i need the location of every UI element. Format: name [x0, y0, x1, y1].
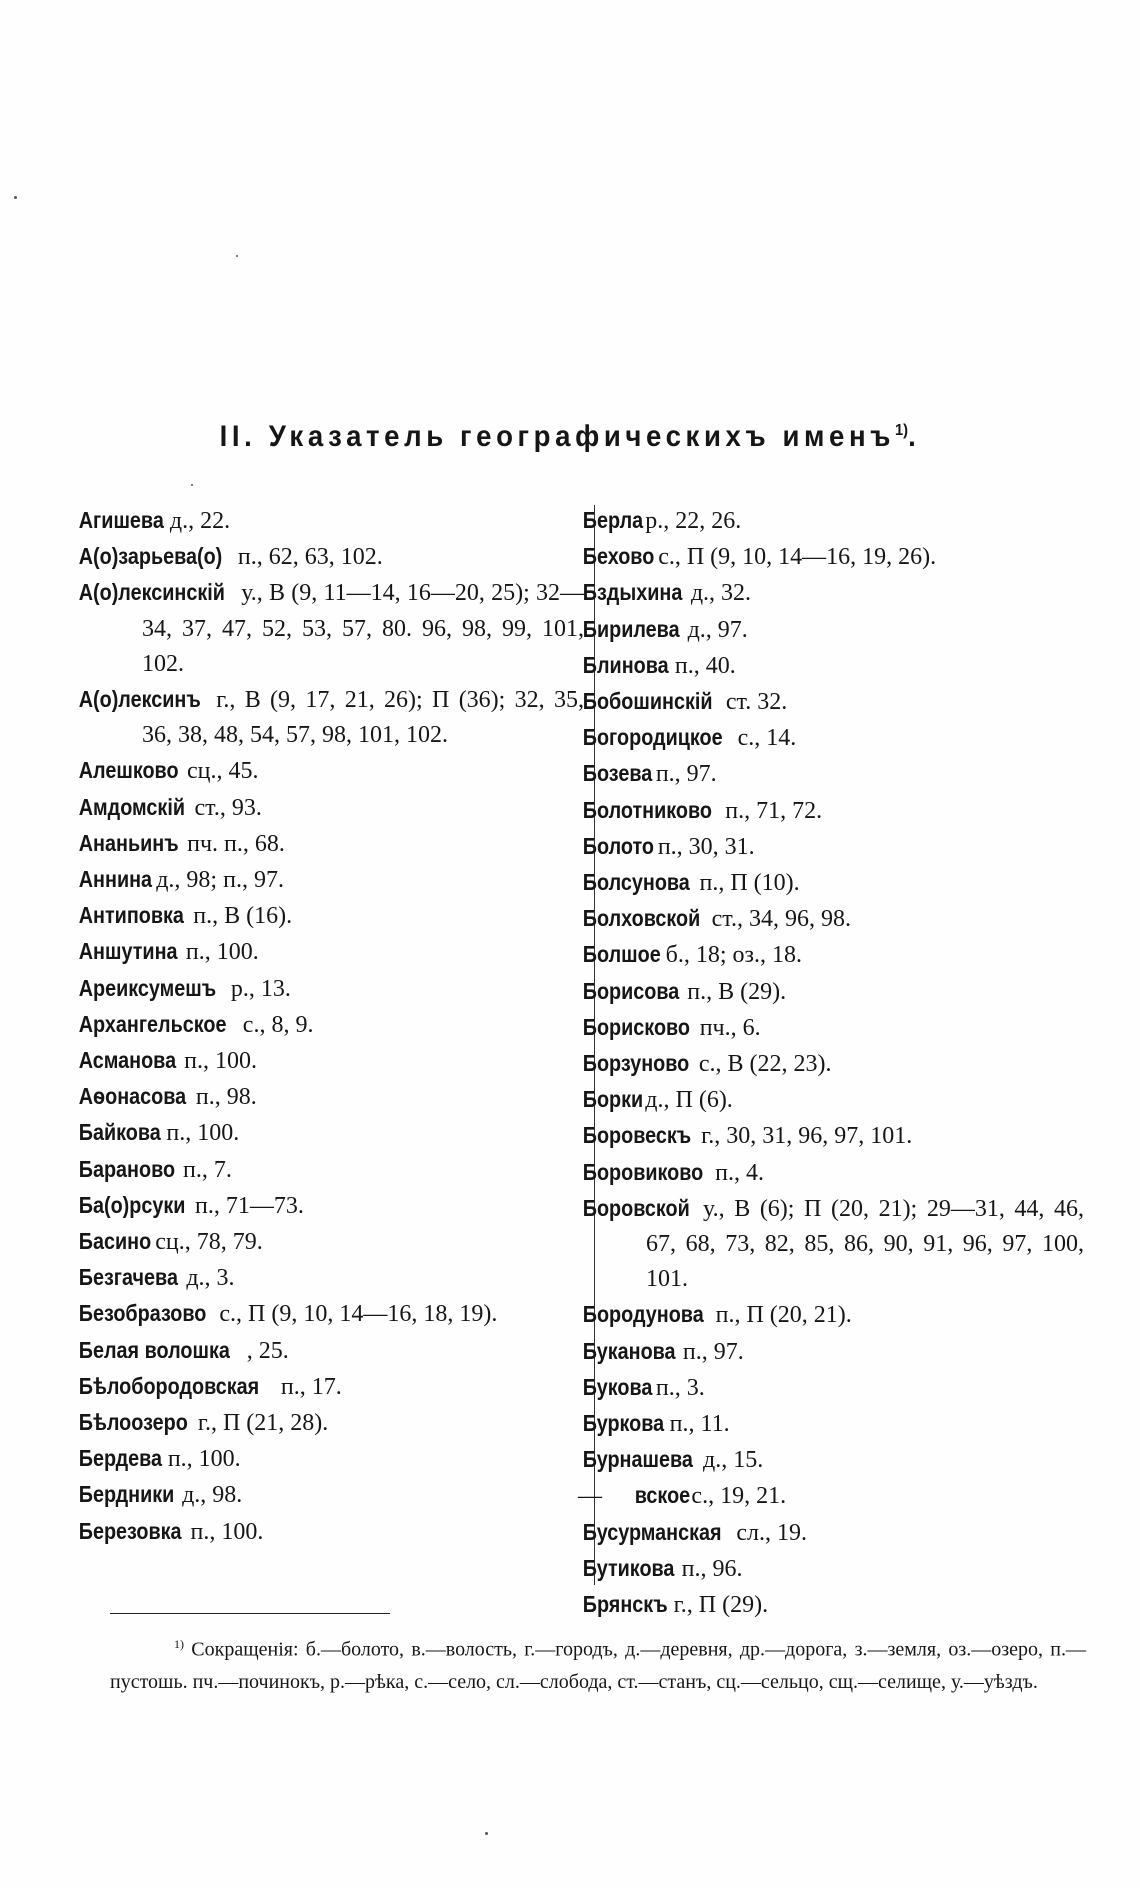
entry-references: с., П (9, 10, 14—16, 19, 26). [658, 544, 937, 571]
entry-place-name: вское [634, 1482, 691, 1509]
entry-references: д., 3. [186, 1265, 235, 1292]
entry-references: д., 98; п., 97. [156, 867, 284, 894]
entry-references: д., 98. [182, 1482, 243, 1509]
entry-references: п., 40. [674, 652, 736, 679]
entry-references: с., В (22, 23). [698, 1051, 832, 1078]
index-entry [582, 1587, 1084, 1623]
entry-place-name: Болотниково [582, 796, 712, 823]
entry-references: р., 13. [230, 975, 291, 1002]
footnote-marker: 1) [174, 1637, 184, 1651]
index-entry [582, 937, 1084, 973]
entry-references: п., 71—73. [194, 1192, 304, 1219]
entry-references: п., 98. [195, 1084, 257, 1111]
index-entry [582, 1082, 1084, 1118]
entry-place-name: Березовка [78, 1517, 182, 1544]
index-entry [78, 753, 584, 789]
index-entry [582, 1297, 1084, 1333]
entry-references: б., 18; оз., 18. [665, 942, 802, 969]
index-entry [78, 1260, 584, 1296]
index-entry [582, 1010, 1084, 1046]
index-entry [78, 1369, 584, 1405]
entry-place-name: Архангельское [78, 1010, 227, 1037]
index-entry [582, 539, 1084, 575]
index-entry [582, 648, 1084, 684]
entry-place-name: Борисково [582, 1013, 691, 1040]
index-entry [582, 865, 1084, 901]
index-entry [582, 720, 1084, 756]
scan-speck [236, 255, 238, 257]
index-entry [78, 1224, 584, 1260]
index-entry [78, 1115, 584, 1151]
index-entry [78, 934, 584, 970]
index-entry [78, 1079, 584, 1115]
entry-place-name: Борзуново [582, 1050, 690, 1077]
entry-place-name: Берла [582, 507, 644, 533]
footnote [110, 1628, 1086, 1698]
entry-references: у., В (9, 11—14, 16—20, 25); 32—34, 37, 47, 52, 53, 57, 80. 96, 98, 99, 101, 102. [142, 580, 585, 677]
entry-place-name: Белая волошка [78, 1336, 230, 1363]
entry-place-name: Аншутина [78, 938, 178, 965]
index-entry [78, 1514, 584, 1550]
index-entry [582, 974, 1084, 1010]
entry-references: д., 32. [690, 580, 752, 607]
entry-references: п., 30, 31. [657, 833, 755, 860]
entry-place-name: Болховской [582, 905, 701, 932]
entry-place-name: Боровиково [582, 1158, 704, 1185]
index-entry [582, 1046, 1084, 1082]
entry-references: ст., 93. [194, 794, 262, 821]
entry-place-name: Ареиксумешъ [78, 974, 217, 1001]
entry-references: р., 22, 26. [645, 508, 742, 534]
index-entry [78, 1043, 584, 1079]
index-entry [582, 1334, 1084, 1370]
index-entry [582, 612, 1084, 648]
entry-place-name: Басино [78, 1228, 152, 1255]
index-entry [78, 575, 585, 682]
entry-place-name: Болшое [582, 941, 661, 968]
title-period: . [908, 420, 921, 453]
index-entry [78, 898, 584, 934]
entry-place-name: Борисова [582, 977, 680, 1004]
entry-references: п., В (29). [687, 978, 787, 1005]
entry-references: с., 8, 9. [242, 1011, 314, 1038]
entry-references: г., В (9, 17, 21, 26); П (36); 32, 35, 36, 38, 48, 54, 57, 98, 101, 102. [142, 687, 585, 749]
entry-references: у., В (6); П (20, 21); 29—31, 44, 46, 67, 68, 73, 82, 85, 86, 90, 91, 96, 97, 100, 101. [646, 1195, 1084, 1293]
entry-references: п., 97. [682, 1338, 744, 1365]
index-entry [582, 901, 1084, 937]
index-entry [582, 503, 1084, 539]
entry-references: п., 100. [185, 939, 259, 966]
entry-place-name: Буканова [582, 1337, 676, 1364]
index-entry [78, 1333, 584, 1369]
index-entry [582, 575, 1084, 611]
entry-place-name: Агишева [78, 507, 164, 533]
entry-place-name: Аннина [78, 866, 153, 893]
entry-place-name: Бехово [582, 543, 655, 570]
entry-place-name: Ананьинъ [78, 829, 179, 856]
entry-references: ст., 34, 96, 98. [711, 906, 851, 933]
title-footnote-marker: 1) [894, 422, 909, 439]
entry-references: д., П (6). [645, 1087, 733, 1114]
entry-place-name: Букова [582, 1373, 653, 1400]
entry-references: сл., 19. [736, 1519, 808, 1546]
entry-references: п., 71, 72. [725, 797, 823, 824]
entry-references: п., П (20, 21). [715, 1302, 852, 1329]
index-entry [582, 684, 1084, 720]
entry-place-name: А(о)зарьева(о) [78, 543, 223, 570]
page-title-text: II. Указатель географическихъ именъ [219, 420, 895, 453]
entry-references: п., 100. [184, 1048, 258, 1075]
index-entry [578, 1478, 1084, 1514]
entry-references: г., П (21, 28). [197, 1410, 329, 1437]
index-entry [78, 1152, 584, 1188]
entry-references: г., 30, 31, 96, 97, 101. [701, 1123, 913, 1150]
entry-references: п., 97. [655, 761, 717, 788]
scan-speck [191, 484, 193, 486]
entry-place-name: Боровской [582, 1194, 690, 1221]
index-entry [582, 1442, 1084, 1478]
entry-references: пч., 6. [699, 1014, 761, 1041]
entry-references: пч. п., 68. [187, 830, 285, 857]
entry-place-name: Бздыхина [582, 579, 683, 606]
entry-references: п., 4. [715, 1159, 764, 1186]
entry-references: г., П (29). [673, 1592, 769, 1619]
index-entry [78, 1477, 584, 1513]
entry-place-name: Болсунова [582, 869, 690, 896]
index-entry [582, 1406, 1084, 1442]
index-entry [582, 793, 1084, 829]
entry-place-name: А(о)лексинскій [78, 579, 225, 606]
entry-place-name: Болото [582, 832, 654, 859]
index-column-right [578, 503, 1084, 1623]
footnote-rule [110, 1613, 390, 1614]
index-entry [582, 1191, 1084, 1298]
entry-place-name: А(о)лексинъ [78, 686, 201, 713]
page-title [46, 420, 1095, 454]
entry-place-name: Бѣлобородовская [78, 1372, 260, 1399]
entry-references: п., В (16). [193, 903, 293, 930]
entry-references: с., П (9, 10, 14—16, 18, 19). [219, 1301, 498, 1328]
entry-place-name: Бусурманская [582, 1518, 722, 1545]
index-entry [78, 790, 584, 826]
index-entry [582, 1155, 1084, 1191]
index-entry [78, 503, 584, 539]
entry-place-name: Бобошинскій [582, 688, 713, 715]
entry-place-name: Бутикова [582, 1554, 675, 1581]
entry-references: п., 11. [669, 1411, 730, 1438]
entry-place-name: Боровескъ [582, 1122, 692, 1149]
entry-place-name: Асманова [78, 1047, 177, 1074]
entry-references: , 25. [246, 1337, 289, 1364]
entry-place-name: Брянскъ [582, 1591, 668, 1618]
index-column-left [78, 503, 585, 1550]
index-entry [78, 1405, 584, 1441]
entry-references: п., 7. [183, 1156, 232, 1183]
entry-references: с., 14. [737, 725, 797, 752]
entry-place-name: Аѳонасова [78, 1083, 187, 1110]
entry-references: п., 62, 63, 102. [237, 544, 383, 571]
index-entry [582, 1118, 1084, 1154]
index-entry [78, 1007, 584, 1043]
index-entry [78, 1188, 584, 1224]
entry-place-name: Амдомскій [78, 793, 185, 820]
entry-place-name: Бурнашева [582, 1446, 693, 1473]
index-entry [78, 682, 585, 753]
ditto-dash: — [578, 1483, 602, 1510]
entry-references: п., 100. [190, 1518, 264, 1545]
index-entry [582, 1551, 1084, 1587]
entry-place-name: Бердева [78, 1445, 163, 1472]
entry-place-name: Бозева [582, 760, 653, 787]
entry-place-name: Алешково [78, 757, 179, 784]
index-entry [78, 1441, 584, 1477]
entry-references: д., 97. [687, 616, 748, 643]
entry-place-name: Блинова [582, 651, 669, 678]
entry-references: сц., 78, 79. [155, 1229, 263, 1256]
entry-references: п., П (10). [699, 870, 800, 897]
entry-place-name: Антиповка [78, 902, 184, 929]
entry-place-name: Буркова [582, 1410, 665, 1437]
index-entry [78, 862, 584, 898]
entry-place-name: Бараново [78, 1155, 176, 1182]
entry-place-name: Ба(о)рсуки [78, 1191, 186, 1218]
entry-place-name: Богородицкое [582, 724, 723, 751]
entry-references: п., 3. [655, 1374, 705, 1401]
index-entry [78, 539, 584, 575]
footnote-text: Сокращенія: б.—болото, в.—волость, г.—городъ, д.—деревня, др.—дорога, з.—земля, оз.—озеро, п.—пустошь. пч.—починокъ, р.—рѣка, с.—село, сл.—слобода, ст.—станъ, сц.—сельцо, сщ.—селище, у.—уѣздъ. [110, 1638, 1087, 1693]
index-entry [78, 971, 584, 1007]
index-entry [582, 1370, 1084, 1406]
entry-place-name: Байкова [78, 1119, 161, 1146]
entry-place-name: Борки [582, 1086, 644, 1113]
scan-speck [485, 1832, 488, 1835]
index-entry [582, 829, 1084, 865]
scan-speck [14, 196, 17, 199]
index-entry [582, 756, 1084, 792]
entry-references: ст. 32. [725, 689, 788, 716]
entry-references: сц., 45. [187, 758, 259, 785]
entry-place-name: Безгачева [78, 1264, 178, 1291]
index-entry [582, 1515, 1084, 1551]
entry-place-name: Бѣлоозеро [78, 1409, 188, 1436]
entry-references: с., 19, 21. [691, 1483, 787, 1510]
entry-references: п., 96. [681, 1555, 743, 1582]
entry-place-name: Безобразово [78, 1300, 207, 1327]
entry-place-name: Бирилева [582, 615, 680, 642]
entry-references: п., 100. [166, 1120, 240, 1147]
entry-place-name: Бердники [78, 1481, 175, 1508]
entry-references: п., 100. [167, 1446, 241, 1473]
index-entry [78, 1296, 584, 1332]
entry-references: д., 22. [169, 508, 231, 534]
entry-references: п., 17. [280, 1373, 342, 1400]
entry-references: д., 15. [703, 1447, 764, 1474]
index-entry [78, 826, 584, 862]
entry-place-name: Бородунова [582, 1301, 704, 1328]
